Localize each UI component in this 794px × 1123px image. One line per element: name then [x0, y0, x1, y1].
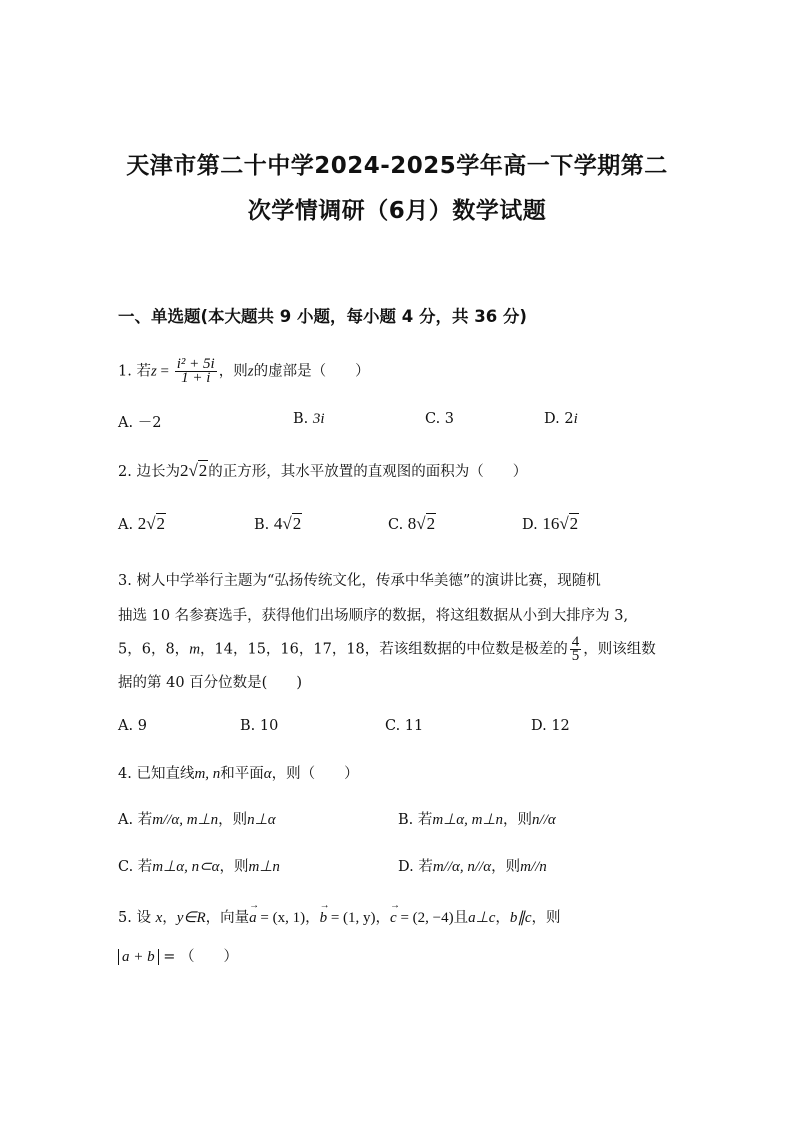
math-var: α [263, 766, 272, 782]
option-label: A. 若 [118, 812, 153, 828]
fraction-denominator: 1 + i [181, 370, 211, 386]
question-2 [118, 460, 527, 481]
math-expression: y∈R [176, 910, 206, 926]
q2-option-c [388, 514, 436, 534]
math-expression: n//α [532, 812, 556, 828]
q2-option-b [254, 514, 302, 534]
math-expression: b∥c [509, 910, 532, 926]
option-text: ，则 [218, 812, 248, 828]
q4-option-a [118, 808, 276, 829]
math-sqrt: 2√2 [179, 461, 208, 480]
q2-option-a [118, 514, 166, 534]
question-text: ，14，15，16，17，18，若该组数据的中位数是极差的 [200, 641, 568, 658]
option-label: B. 若 [398, 812, 433, 828]
radicand: 2 [569, 514, 579, 533]
q3-option-b: B. 10 [240, 718, 279, 734]
math-expression: = (2, −4) [396, 910, 454, 926]
question-text: 和平面 [220, 766, 264, 782]
q2-option-d [522, 514, 579, 534]
q4-option-d [398, 855, 547, 876]
question-4 [118, 762, 359, 783]
option-label: D. [522, 517, 538, 533]
q1-option-c: C. 3 [425, 411, 455, 427]
math-var: x [155, 910, 163, 926]
question-text: 若 [136, 363, 151, 380]
math-expression: m⊥n [248, 859, 280, 875]
question-text: 的正方形，其水平放置的直观图的面积为（ ） [208, 464, 528, 480]
math-fraction [570, 636, 582, 663]
vector-b: → b [320, 910, 328, 927]
math-var: z [150, 363, 157, 380]
question-text: ，则 [531, 910, 561, 926]
math-sqrt: 8√2 [407, 514, 436, 533]
section-heading-single-choice: 一、单选题(本大题共 9 小题，每小题 4 分，共 36 分) [118, 307, 527, 326]
question-3-line-3 [118, 636, 656, 663]
math-sqrt: 16√2 [542, 514, 579, 533]
radicand: 2 [426, 514, 436, 533]
q3-option-c: C. 11 [385, 718, 424, 734]
question-number: 1. [118, 363, 132, 380]
math-expression: i [573, 411, 578, 427]
question-text: ，则（ ） [271, 766, 359, 782]
q3-option-d: D. 12 [531, 718, 570, 734]
option-label: B. [293, 411, 313, 427]
math-expression: = (1, y) [327, 910, 376, 926]
fraction-numerator: 4 [571, 634, 580, 650]
option-label: D. 若 [398, 859, 433, 875]
question-1 [118, 358, 370, 385]
coefficient: 2 [179, 461, 189, 480]
option-label: A. [118, 517, 134, 533]
math-var: m [189, 641, 201, 658]
question-text: ， [162, 910, 177, 926]
math-expression: m//α, n//α [432, 859, 492, 875]
option-label: B. [254, 517, 270, 533]
question-5-line-1: 5. 设 x，y∈R，向量→ a = (x, 1)，→ b = (1, y)，→ c = (2, −4)且a⊥c，b∥c，则 [118, 906, 561, 927]
option-text: ，则 [491, 859, 521, 875]
radicand: 2 [156, 514, 166, 533]
math-var: z [247, 363, 254, 380]
option-label: C. 若 [118, 859, 153, 875]
option-label: C. [388, 517, 404, 533]
math-eq: = [156, 363, 173, 380]
coefficient: 4 [273, 514, 283, 533]
page-title-line-2: 次学情调研（6月）数学试题 [247, 198, 547, 224]
coefficient: 2 [137, 514, 147, 533]
question-3-line-4: 据的第 40 百分位数是( ) [118, 675, 302, 691]
math-expression: m//α, m⊥n [152, 812, 219, 828]
math-sqrt: 4√2 [273, 514, 302, 533]
radicand: 2 [292, 514, 302, 533]
math-expression: n⊥α [247, 812, 276, 828]
question-5-line-2 [118, 945, 238, 966]
question-text: 4. 已知直线 [118, 766, 195, 782]
fraction-numerator: i² + 5i [176, 356, 215, 372]
math-expression: a⊥c [468, 910, 496, 926]
q1-option-d [544, 411, 578, 428]
question-3-line-1: 3. 树人中学举行主题为“弘扬传统文化，传承中华美德”的演讲比赛，现随机 [118, 573, 601, 589]
math-sqrt: 2√2 [137, 514, 166, 533]
radicand: 2 [198, 461, 208, 480]
question-text: ，向量 [205, 910, 250, 926]
math-expression: m//n [520, 859, 547, 875]
question-text: ，则该组数 [583, 641, 656, 658]
question-3-line-2: 抽选 10 名参赛选手，获得他们出场顺序的数据，将这组数据从小到大排序为 3, [118, 608, 629, 624]
option-label: D. 2 [544, 411, 574, 427]
math-expression: m⊥α, m⊥n [432, 812, 504, 828]
math-vars: m, n [194, 766, 221, 782]
question-text: ，则 [218, 363, 248, 380]
q1-option-a: A. －2 [118, 415, 162, 431]
option-text: ，则 [219, 859, 249, 875]
page-title-line-1: 天津市第二十中学2024-2025学年高一下学期第二 [126, 153, 668, 179]
vector-a: → a [249, 910, 257, 927]
q3-option-a: A. 9 [118, 718, 147, 734]
math-absolute-value: a + b [118, 949, 159, 965]
math-expression: = (x, 1) [256, 910, 306, 926]
coefficient: 16 [542, 514, 560, 533]
q4-option-c [118, 855, 280, 876]
math-fraction [175, 358, 217, 385]
q1-option-b [293, 411, 325, 428]
question-text: 2. 边长为 [118, 464, 180, 480]
fraction-denominator: 5 [571, 648, 580, 664]
option-text: ，则 [503, 812, 533, 828]
question-text: 5，6，8， [118, 641, 190, 658]
vector-c: → c [390, 910, 397, 927]
q4-option-b [398, 808, 556, 829]
coefficient: 8 [407, 514, 417, 533]
math-expression: m⊥α, n⊂α [152, 859, 220, 875]
question-text: = （ ） [158, 949, 238, 965]
math-expression: 3i [312, 411, 325, 427]
question-text: 5. 设 [118, 910, 151, 926]
question-text: 且 [453, 910, 469, 926]
question-text: 的虚部是（ ） [253, 363, 370, 380]
